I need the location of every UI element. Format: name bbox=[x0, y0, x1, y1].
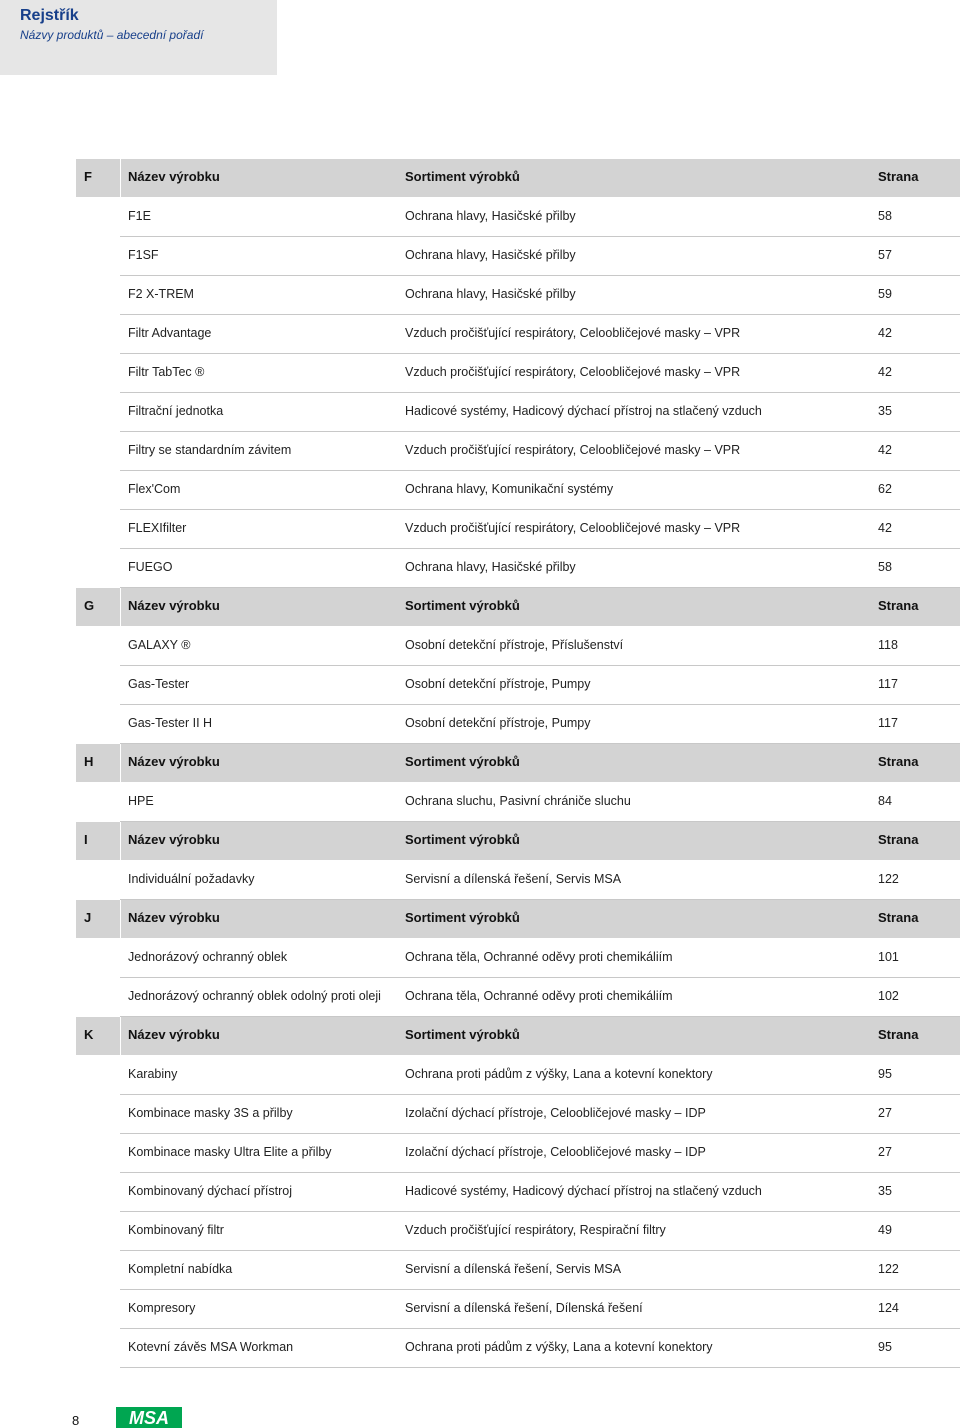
page-reference: 57 bbox=[878, 248, 892, 262]
product-name: FUEGO bbox=[128, 560, 173, 574]
page-reference: 62 bbox=[878, 482, 892, 496]
section-letter-cell bbox=[76, 159, 121, 197]
table-row bbox=[120, 354, 960, 393]
page-reference: 59 bbox=[878, 287, 892, 301]
page-reference: 124 bbox=[878, 1301, 899, 1315]
product-name: Gas-Tester bbox=[128, 677, 190, 691]
product-category: Ochrana proti pádům z výšky, Lana a kotevní konektory bbox=[405, 1067, 713, 1081]
product-category: Osobní detekční přístroje, Pumpy bbox=[405, 677, 591, 691]
page-reference: 101 bbox=[878, 950, 899, 964]
product-name: GALAXY ® bbox=[128, 638, 191, 652]
product-index-table bbox=[76, 159, 960, 1368]
table-row bbox=[120, 666, 960, 705]
table-row bbox=[120, 1329, 960, 1368]
page-reference: 117 bbox=[878, 677, 898, 691]
table-row bbox=[120, 1212, 960, 1251]
page-reference: 35 bbox=[878, 404, 892, 418]
product-category: Hadicové systémy, Hadicový dýchací přístroj na stlačený vzduch bbox=[405, 1184, 762, 1198]
section-letter-cell bbox=[76, 822, 121, 860]
table-row bbox=[120, 315, 960, 354]
section-header-g bbox=[76, 588, 960, 627]
product-category: Ochrana hlavy, Komunikační systémy bbox=[405, 482, 614, 496]
product-category: Ochrana hlavy, Hasičské přilby bbox=[405, 287, 576, 301]
page-reference: 58 bbox=[878, 209, 892, 223]
column-header-category: Sortiment výrobků bbox=[405, 169, 520, 184]
table-row bbox=[120, 978, 960, 1017]
page-subtitle: Názvy produktů – abecední pořadí bbox=[20, 28, 204, 42]
product-category: Ochrana těla, Ochranné oděvy proti chemikáliím bbox=[405, 989, 673, 1003]
product-name: Jednorázový ochranný oblek bbox=[128, 950, 288, 964]
product-category: Izolační dýchací přístroje, Celoobličejové masky – IDP bbox=[405, 1106, 706, 1120]
column-header-category: Sortiment výrobků bbox=[405, 910, 520, 925]
table-row bbox=[120, 237, 960, 276]
section-letter: K bbox=[84, 1027, 94, 1042]
product-name: Kombinace masky 3S a přilby bbox=[128, 1106, 293, 1120]
page-reference: 122 bbox=[878, 872, 899, 886]
section-letter: F bbox=[84, 169, 92, 184]
product-name: Gas-Tester II H bbox=[128, 716, 213, 730]
product-category: Servisní a dílenská řešení, Servis MSA bbox=[405, 1262, 622, 1276]
table-row bbox=[120, 549, 960, 588]
product-category: Ochrana hlavy, Hasičské přilby bbox=[405, 248, 576, 262]
product-name: Kombinovaný filtr bbox=[128, 1223, 224, 1237]
page-reference: 117 bbox=[878, 716, 898, 730]
page-reference: 35 bbox=[878, 1184, 892, 1198]
product-category: Ochrana sluchu, Pasivní chrániče sluchu bbox=[405, 794, 631, 808]
product-category: Vzduch pročišťující respirátory, Respirační filtry bbox=[405, 1223, 666, 1237]
column-header-category: Sortiment výrobků bbox=[405, 1027, 520, 1042]
table-row bbox=[120, 1290, 960, 1329]
page-reference: 27 bbox=[878, 1145, 892, 1159]
table-row bbox=[120, 276, 960, 315]
section-letter-cell bbox=[76, 588, 121, 626]
section-header-j bbox=[76, 900, 960, 939]
product-category: Ochrana těla, Ochranné oděvy proti chemikáliím bbox=[405, 950, 673, 964]
product-category: Vzduch pročišťující respirátory, Celoobličejové masky – VPR bbox=[405, 365, 741, 379]
page-reference: 122 bbox=[878, 1262, 899, 1276]
table-row bbox=[120, 783, 960, 822]
product-category: Izolační dýchací přístroje, Celoobličejové masky – IDP bbox=[405, 1145, 706, 1159]
product-category: Hadicové systémy, Hadicový dýchací přístroj na stlačený vzduch bbox=[405, 404, 762, 418]
product-category: Servisní a dílenská řešení, Dílenská řešení bbox=[405, 1301, 643, 1315]
table-row bbox=[120, 1251, 960, 1290]
product-name: Kotevní závěs MSA Workman bbox=[128, 1340, 294, 1354]
table-row bbox=[120, 1095, 960, 1134]
product-category: Osobní detekční přístroje, Pumpy bbox=[405, 716, 591, 730]
column-header-category: Sortiment výrobků bbox=[405, 598, 520, 613]
column-header-page: Strana bbox=[878, 598, 919, 613]
product-name: Individuální požadavky bbox=[128, 872, 255, 886]
product-name: Kompresory bbox=[128, 1301, 196, 1315]
msa-logo bbox=[116, 1407, 182, 1428]
product-category: Osobní detekční přístroje, Příslušenství bbox=[405, 638, 624, 652]
column-header-page: Strana bbox=[878, 169, 919, 184]
table-row bbox=[120, 432, 960, 471]
product-name: F2 X-TREM bbox=[128, 287, 194, 301]
product-name: Filtr TabTec ® bbox=[128, 365, 205, 379]
product-name: Kombinace masky Ultra Elite a přilby bbox=[128, 1145, 332, 1159]
page-reference: 42 bbox=[878, 443, 892, 457]
page-reference: 42 bbox=[878, 365, 892, 379]
section-letter: G bbox=[84, 598, 95, 613]
product-name: Filtrační jednotka bbox=[128, 404, 224, 418]
product-name: Kombinovaný dýchací přístroj bbox=[128, 1184, 292, 1198]
product-category: Vzduch pročišťující respirátory, Celoobličejové masky – VPR bbox=[405, 326, 741, 340]
page-reference: 42 bbox=[878, 326, 892, 340]
product-category: Ochrana hlavy, Hasičské přilby bbox=[405, 560, 576, 574]
page-reference: 27 bbox=[878, 1106, 892, 1120]
page-number: 8 bbox=[72, 1413, 80, 1428]
page-reference: 42 bbox=[878, 521, 892, 535]
product-name: F1E bbox=[128, 209, 151, 223]
table-row bbox=[120, 471, 960, 510]
table-row bbox=[120, 627, 960, 666]
column-header-category: Sortiment výrobků bbox=[405, 754, 520, 769]
product-category: Ochrana proti pádům z výšky, Lana a kotevní konektory bbox=[405, 1340, 713, 1354]
table-row bbox=[120, 705, 960, 744]
table-row bbox=[120, 1134, 960, 1173]
page-reference: 118 bbox=[878, 638, 898, 652]
table-row bbox=[120, 861, 960, 900]
table-row bbox=[120, 510, 960, 549]
column-header-name: Název výrobku bbox=[128, 598, 220, 613]
logo-text: MSA bbox=[129, 1408, 169, 1428]
column-header-page: Strana bbox=[878, 832, 919, 847]
product-name: Kompletní nabídka bbox=[128, 1262, 233, 1276]
product-category: Vzduch pročišťující respirátory, Celoobličejové masky – VPR bbox=[405, 443, 741, 457]
section-letter: J bbox=[84, 910, 92, 925]
column-header-page: Strana bbox=[878, 1027, 919, 1042]
section-letter-cell bbox=[76, 744, 121, 782]
column-header-name: Název výrobku bbox=[128, 832, 220, 847]
section-letter: H bbox=[84, 754, 94, 769]
section-header-h bbox=[76, 744, 960, 783]
product-name: HPE bbox=[128, 794, 154, 808]
product-name: F1SF bbox=[128, 248, 159, 262]
product-category: Ochrana hlavy, Hasičské přilby bbox=[405, 209, 576, 223]
product-name: FLEXIfilter bbox=[128, 521, 187, 535]
section-header-f bbox=[76, 159, 960, 198]
section-header-k bbox=[76, 1017, 960, 1056]
section-letter-cell bbox=[76, 1017, 121, 1055]
index-header bbox=[0, 0, 277, 75]
column-header-name: Název výrobku bbox=[128, 754, 220, 769]
product-name: Karabiny bbox=[128, 1067, 178, 1081]
product-category: Servisní a dílenská řešení, Servis MSA bbox=[405, 872, 622, 886]
column-header-name: Název výrobku bbox=[128, 910, 220, 925]
page-reference: 49 bbox=[878, 1223, 892, 1237]
table-row bbox=[120, 1056, 960, 1095]
table-row bbox=[120, 393, 960, 432]
table-row bbox=[120, 939, 960, 978]
product-name: Flex'Com bbox=[128, 482, 181, 496]
page-reference: 102 bbox=[878, 989, 899, 1003]
section-header-i bbox=[76, 822, 960, 861]
page-title: Rejstřík bbox=[20, 7, 79, 24]
table-row bbox=[120, 1173, 960, 1212]
table-row bbox=[120, 198, 960, 237]
column-header-name: Název výrobku bbox=[128, 169, 220, 184]
section-letter: I bbox=[84, 832, 88, 847]
product-name: Filtry se standardním závitem bbox=[128, 443, 292, 457]
product-name: Jednorázový ochranný oblek odolný proti oleji bbox=[128, 989, 381, 1003]
page-reference: 58 bbox=[878, 560, 892, 574]
product-name: Filtr Advantage bbox=[128, 326, 212, 340]
page-reference: 95 bbox=[878, 1340, 892, 1354]
product-category: Vzduch pročišťující respirátory, Celoobličejové masky – VPR bbox=[405, 521, 741, 535]
column-header-name: Název výrobku bbox=[128, 1027, 220, 1042]
page-reference: 95 bbox=[878, 1067, 892, 1081]
column-header-category: Sortiment výrobků bbox=[405, 832, 520, 847]
section-letter-cell bbox=[76, 900, 121, 938]
page-reference: 84 bbox=[878, 794, 892, 808]
column-header-page: Strana bbox=[878, 754, 919, 769]
column-header-page: Strana bbox=[878, 910, 919, 925]
